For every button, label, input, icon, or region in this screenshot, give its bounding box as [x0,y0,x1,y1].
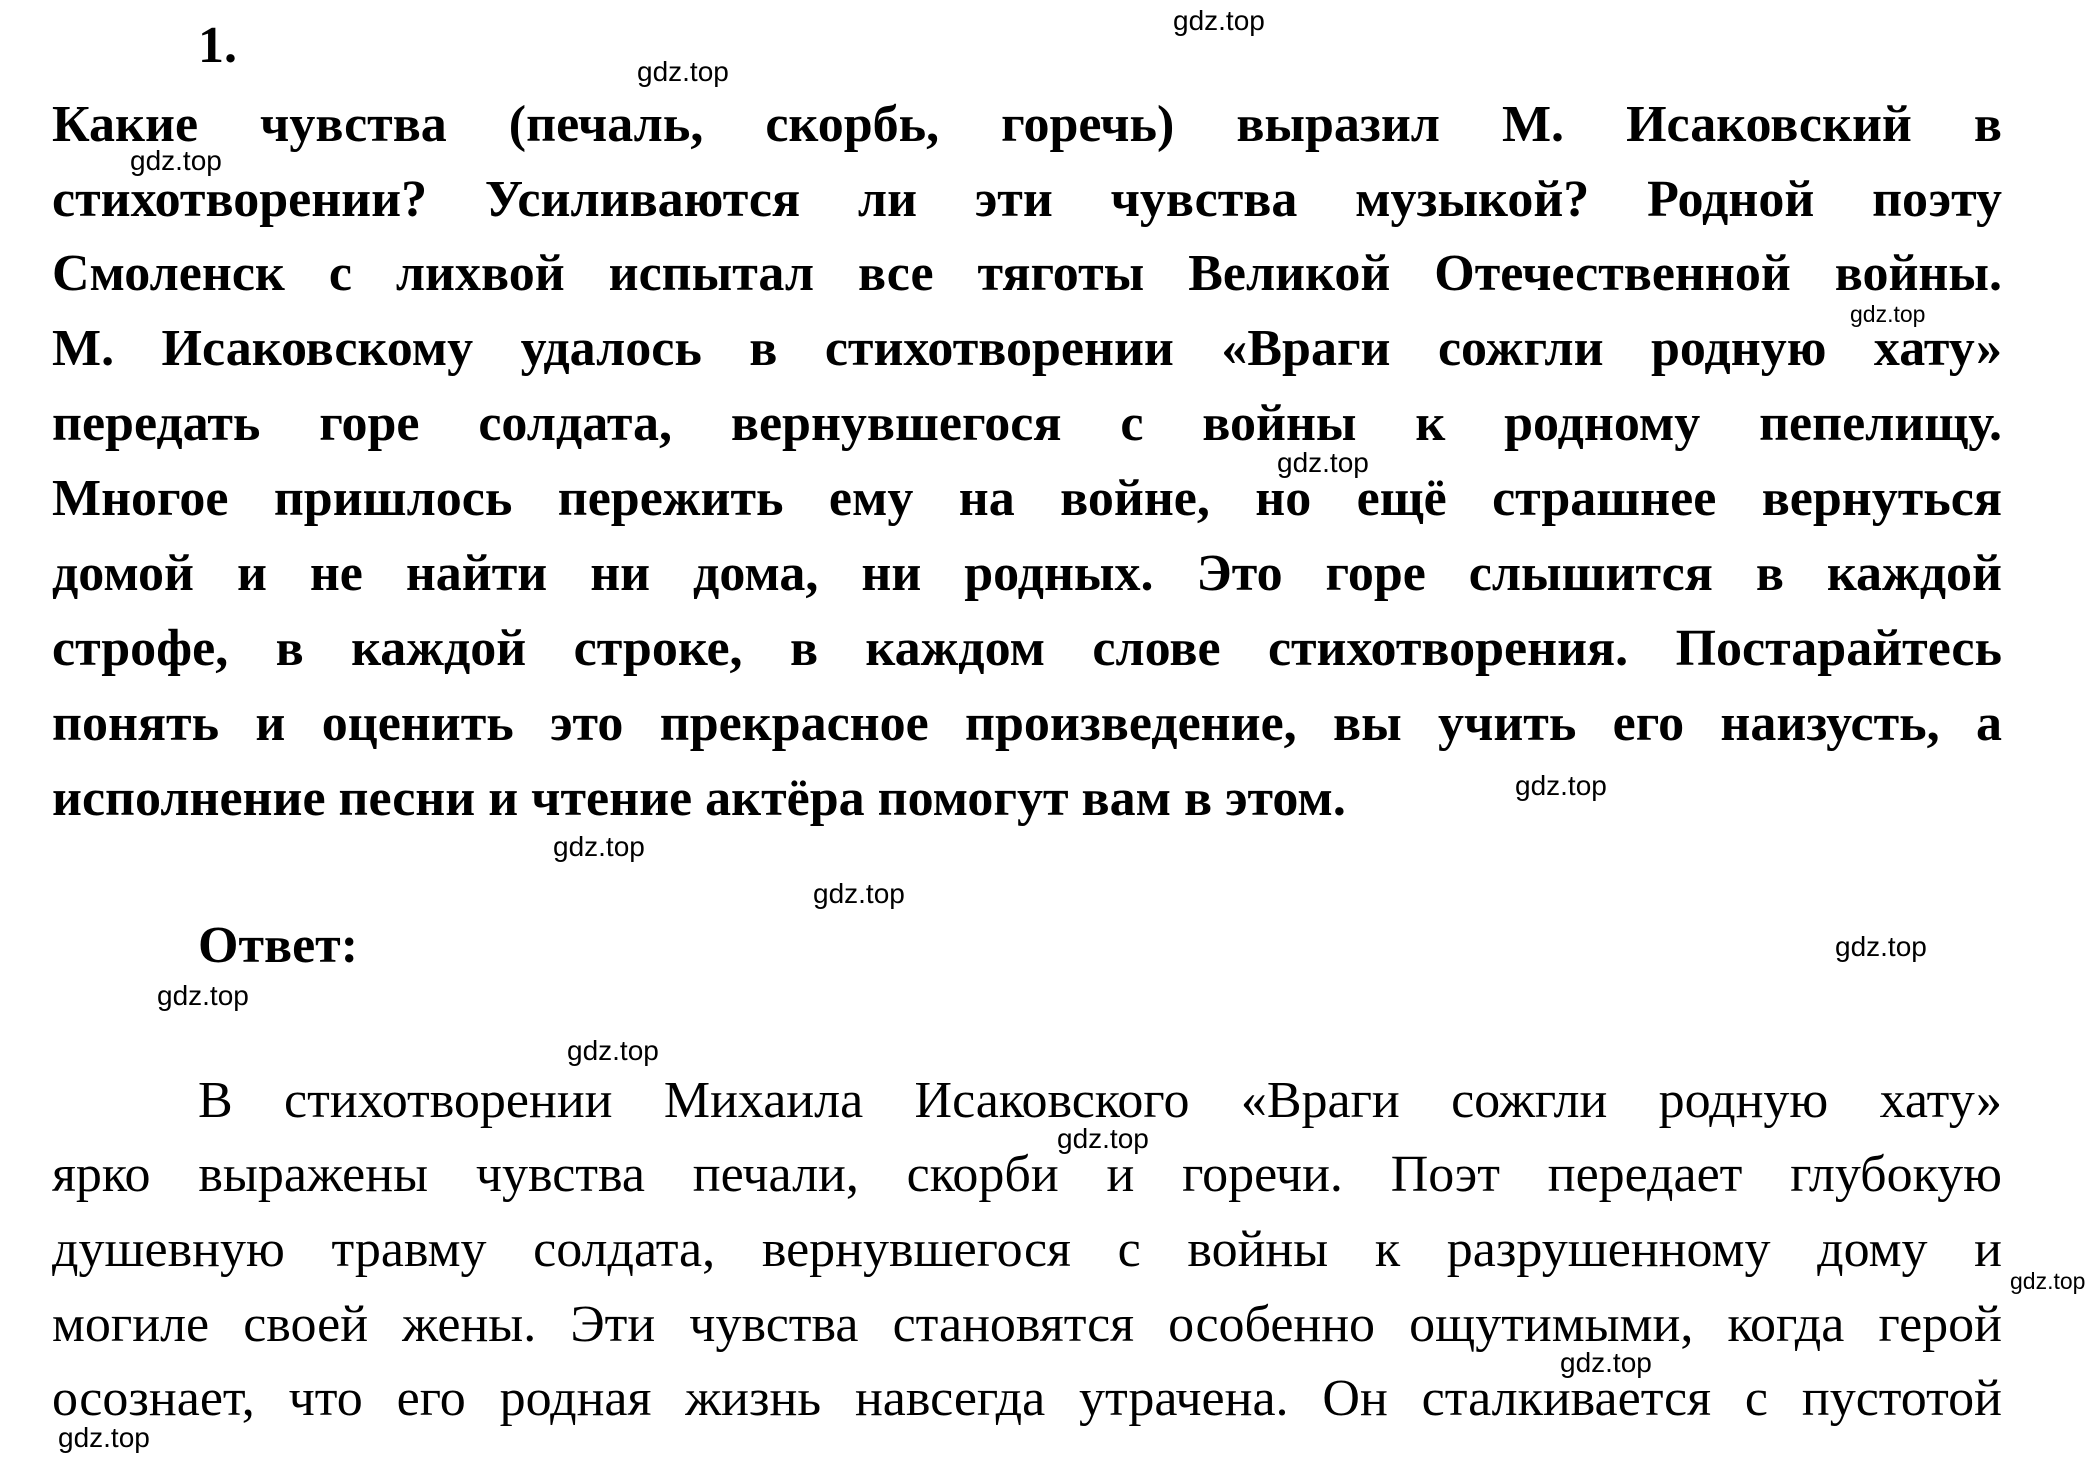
answer-line-2: ярко выражены чувства печали, скорби и горечи. Поэт передает глубокую [52,1146,2002,1203]
watermark: gdz.top [813,878,905,909]
question-line-7: домой и не найти ни дома, ни родных. Это горе слышится в каждой [52,545,2002,602]
question-line-5: передать горе солдата, вернувшегося с войны к родному пепелищу. [52,395,2002,452]
watermark: gdz.top [58,1422,150,1453]
watermark: gdz.top [1057,1123,1149,1154]
watermark: gdz.top [1173,5,1265,36]
answer-line-3: душевную травму солдата, вернувшегося с войны к разрушенному дому и [52,1221,2002,1278]
task-number: 1. [198,17,237,74]
question-line-3: Смоленск с лихвой испытал все тяготы Великой Отечественной войны. [52,245,2002,302]
watermark: gdz.top [553,831,645,862]
question-line-10: исполнение песни и чтение актёра помогут вам в этом. [52,770,1346,827]
question-line-6: Многое пришлось пережить ему на войне, но ещё страшнее вернуться [52,470,2002,527]
watermark: gdz.top [157,980,249,1011]
watermark: gdz.top [2010,1268,2086,1294]
watermark: gdz.top [637,56,729,87]
answer-label: Ответ: [198,917,359,974]
watermark: gdz.top [130,145,222,176]
answer-line-4: могиле своей жены. Эти чувства становятся особенно ощутимыми, когда герой [52,1296,2002,1353]
watermark: gdz.top [1850,301,1926,327]
question-line-1: Какие чувства (печаль, скорбь, горечь) выразил М. Исаковский в [52,96,2002,153]
watermark: gdz.top [567,1035,659,1066]
answer-line-5: осознает, что его родная жизнь навсегда утрачена. Он сталкивается с пустотой [52,1370,2002,1427]
watermark: gdz.top [1835,931,1927,962]
question-line-2: стихотворении? Усиливаются ли эти чувства музыкой? Родной поэту [52,171,2002,228]
answer-line-1: В стихотворении Михаила Исаковского «Враги сожгли родную хату» [198,1072,2002,1129]
question-line-9: понять и оценить это прекрасное произведение, вы учить его наизусть, а [52,695,2002,752]
question-line-4: М. Исаковскому удалось в стихотворении «Враги сожгли родную хату» [52,320,2002,377]
watermark: gdz.top [1560,1347,1652,1378]
question-line-8: строфе, в каждой строке, в каждом слове стихотворения. Постарайтесь [52,620,2002,677]
watermark: gdz.top [1277,447,1369,478]
watermark: gdz.top [1515,770,1607,801]
